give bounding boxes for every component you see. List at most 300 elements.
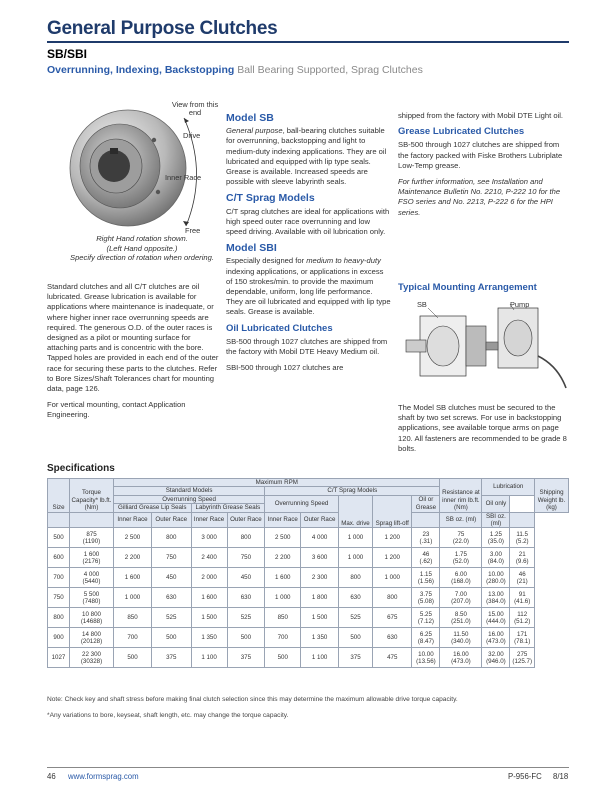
- header-outer-2: Outer Race: [227, 512, 265, 528]
- header-oil-only: Oil only: [482, 495, 510, 512]
- right-column: [398, 111, 570, 224]
- cell-value: 600: [53, 554, 64, 562]
- table-cell: [114, 568, 152, 588]
- cell-value: 32.00: [488, 650, 504, 658]
- cell-metric: (84.0): [487, 557, 504, 565]
- cell-value: 2 200: [124, 554, 141, 562]
- cell-value: 8.50: [454, 610, 467, 618]
- series-heading: SB/SBI: [47, 47, 88, 61]
- oil-text-2: SBI-500 through 1027 clutches are: [226, 363, 344, 373]
- table-cell: [151, 628, 191, 648]
- cell-value: 850: [277, 614, 288, 622]
- table-cell: [265, 568, 301, 588]
- table-cell: [48, 608, 70, 628]
- table-cell: [412, 548, 440, 568]
- table-row: [48, 648, 569, 668]
- table-cell: [114, 608, 152, 628]
- table-cell: [482, 588, 510, 608]
- table-cell: [440, 608, 482, 628]
- pump-label: Pump: [510, 300, 530, 309]
- table-cell: [70, 528, 114, 548]
- cell-value: 1 800: [311, 594, 328, 602]
- cell-metric: (7480): [82, 597, 101, 605]
- table-cell: [482, 528, 510, 548]
- table-row: [48, 548, 569, 568]
- cell-value: 5.25: [419, 610, 432, 618]
- table-cell: [412, 628, 440, 648]
- table-cell: [373, 548, 412, 568]
- table-cell: [70, 548, 114, 568]
- ct-heading: C/T Sprag Models: [226, 192, 315, 205]
- table-cell: [482, 568, 510, 588]
- cell-value: 3.00: [489, 550, 502, 558]
- sb-label: SB: [417, 300, 427, 309]
- table-cell: [151, 648, 191, 668]
- cell-value: 7.00: [454, 590, 467, 598]
- cell-value: 3 600: [311, 554, 328, 562]
- table-cell: [482, 648, 510, 668]
- cell-value: 3 000: [201, 534, 217, 542]
- cell-metric: (35.0): [487, 537, 504, 545]
- table-cell: [482, 548, 510, 568]
- cell-value: 15.00: [488, 610, 504, 618]
- cell-value: 14 800: [82, 630, 101, 638]
- table-cell: [151, 548, 191, 568]
- table-cell: [114, 648, 152, 668]
- cell-value: 1 000: [124, 594, 141, 602]
- specs-title: Specifications: [47, 463, 115, 474]
- left-column: [47, 282, 222, 427]
- table-cell: [301, 588, 339, 608]
- grease-heading: Grease Lubricated Clutches: [398, 126, 525, 138]
- cell-value: 675: [387, 614, 398, 622]
- table-cell: [338, 628, 372, 648]
- table-row: [48, 588, 569, 608]
- cell-metric: (946.0): [486, 657, 506, 665]
- oil-text-1: SB-500 through 1027 clutches are shipped from the factory with Mobil DTE Heavy Medium oil.: [226, 336, 388, 357]
- cell-value: 500: [166, 634, 177, 642]
- cell-value: 1 500: [311, 614, 328, 622]
- cell-value: 3.75: [419, 590, 432, 598]
- table-cell: [227, 528, 265, 548]
- header-sbi: SBI oz. (ml): [482, 512, 510, 528]
- header-overrunning: Overrunning Speed: [114, 495, 265, 503]
- cell-value: 800: [166, 534, 177, 542]
- cell-value: 6.00: [454, 570, 467, 578]
- table-cell: [191, 568, 227, 588]
- cell-metric: (168.0): [451, 577, 471, 585]
- table-cell: [265, 648, 301, 668]
- cell-value: 1 000: [347, 534, 364, 542]
- table-cell: [227, 588, 265, 608]
- cell-value: 1 000: [347, 554, 364, 562]
- table-cell: [510, 628, 535, 648]
- oil-continued: shipped from the factory with Mobil DTE Light oil.: [398, 111, 564, 120]
- cell-value: 1 200: [384, 554, 400, 562]
- header-inner-2: Inner Race: [191, 512, 227, 528]
- cell-value: 2 000: [201, 574, 217, 582]
- table-cell: [373, 628, 412, 648]
- cell-metric: (444.0): [486, 617, 506, 625]
- free-label: Free: [185, 226, 201, 235]
- table-cell: [48, 548, 70, 568]
- table-cell: [338, 528, 372, 548]
- grease-text: SB-500 through 1027 clutches are shipped from the factory packed with Fiske Brothers Lubriplate Low-Temp grease.: [398, 140, 563, 170]
- cell-metric: (.31): [419, 537, 433, 545]
- cell-value: 1.15: [419, 570, 432, 578]
- table-cell: [151, 568, 191, 588]
- cell-value: 4 000: [83, 570, 100, 578]
- tagline-bold: Overrunning, Indexing, Backstopping: [47, 64, 235, 76]
- table-cell: [48, 628, 70, 648]
- header-outer-1: Outer Race: [151, 512, 191, 528]
- cell-metric: (125.7): [512, 657, 533, 665]
- header-torque: Torque Capacity* lb.ft. (Nm): [70, 479, 114, 513]
- mounting-text: The Model SB clutches must be secured to the shaft by two set screws. For use in backstopping applications, see available torque arms on page 120. All fasteners are recommended to be grade 8 bolts.: [398, 403, 567, 453]
- cell-value: 700: [53, 574, 64, 582]
- table-cell: [373, 528, 412, 548]
- table-cell: [191, 588, 227, 608]
- header-standard: Standard Models: [114, 487, 265, 495]
- cell-value: 1 350: [311, 634, 328, 642]
- cell-metric: (280.0): [486, 577, 506, 585]
- table-cell: [301, 648, 339, 668]
- cell-value: 46: [518, 570, 526, 578]
- cell-metric: (8.47): [417, 637, 434, 645]
- figure-caption: Right Hand rotation shown. (Left Hand opposite.) Specify direction of rotation when ordering.: [70, 234, 214, 262]
- table-cell: [227, 648, 265, 668]
- cell-value: 11.50: [453, 630, 469, 638]
- table-cell: [227, 628, 265, 648]
- table-cell: [440, 588, 482, 608]
- table-note-1: Note: Check key and shaft stress before making final clutch selection since this may determine the maximum allowable drive torque capacity.: [47, 696, 458, 703]
- table-cell: [70, 628, 114, 648]
- drive-label: Drive: [183, 131, 201, 140]
- cell-value: 4 000: [311, 534, 328, 542]
- cell-value: 75: [457, 530, 465, 538]
- cell-value: 2 200: [275, 554, 291, 562]
- cell-metric: (20128): [80, 637, 103, 645]
- cell-value: 112: [517, 610, 528, 618]
- table-cell: [191, 608, 227, 628]
- cell-value: 375: [166, 654, 177, 662]
- header-oil-or-grease: Oil or Grease: [412, 495, 440, 512]
- header-max-rpm: Maximum RPM: [114, 479, 440, 487]
- table-row: [48, 608, 569, 628]
- cell-value: 850: [127, 614, 138, 622]
- lubrication-paragraph: Standard clutches and all C/T clutches are oil lubricated. Grease lubrication is available for applications where maintenance is inadequate, or where higher inner race overrunning speeds are required. The generous O.D. of the outer races is designed as a pilot or mounting surface for attaching parts and is concentric with the bore. Tapped holes are provided in each end of the outer race for securing these parts to the clutches. Refer to Bore Sizes/Shaft Tolerances chart for mounting data, page 126.: [47, 282, 219, 394]
- cell-metric: (7.12): [417, 617, 434, 625]
- clutch-photo: [58, 100, 188, 230]
- table-row: [48, 628, 569, 648]
- cell-value: 1.75: [454, 550, 467, 558]
- cell-metric: (13.56): [416, 657, 436, 665]
- header-lubrication: Lubrication: [482, 479, 535, 496]
- document-date: 8/18: [553, 772, 569, 781]
- model-sbi-text: Especially designed for medium to heavy-duty indexing applications, or applications in excess of 150 strokes/min. to provide the maximum dependable, uniform, long life performance. They are oil lubricated and equipped with lip type seals. Grease is available.: [226, 256, 391, 317]
- tagline: [47, 64, 423, 76]
- table-cell: [191, 548, 227, 568]
- cell-value: 22 300: [82, 650, 101, 658]
- cell-value: 2 500: [275, 534, 291, 542]
- table-cell: [412, 648, 440, 668]
- table-cell: [373, 648, 412, 668]
- table-cell: [265, 628, 301, 648]
- cell-metric: (.62): [419, 557, 433, 565]
- cell-value: 500: [350, 634, 361, 642]
- cell-value: 2 500: [124, 534, 141, 542]
- cell-metric: (207.0): [451, 597, 471, 605]
- header-outer-3: Outer Race: [301, 512, 339, 528]
- middle-column: [226, 109, 391, 379]
- table-cell: [151, 528, 191, 548]
- cell-value: 275: [517, 650, 528, 658]
- cell-metric: (52.0): [452, 557, 469, 565]
- cell-value: 525: [166, 614, 177, 622]
- vertical-mount-paragraph: For vertical mounting, contact Application Engineering.: [47, 400, 186, 420]
- header-resistance: Resistance at inner rim lb.ft. (Nm): [440, 479, 482, 513]
- table-cell: [373, 568, 412, 588]
- header-overrunning-speed: Overrunning Speed: [265, 495, 339, 512]
- cell-value: 375: [350, 654, 361, 662]
- cell-value: 500: [53, 534, 64, 542]
- cell-value: 46: [422, 550, 430, 558]
- footer-rule: [47, 767, 569, 768]
- model-sb-heading: Model SB: [226, 112, 274, 124]
- cell-value: 91: [518, 590, 526, 598]
- cell-value: 1 600: [275, 574, 291, 582]
- table-cell: [301, 628, 339, 648]
- cell-value: 630: [166, 594, 177, 602]
- table-row: [48, 528, 569, 548]
- cell-value: 630: [350, 594, 361, 602]
- cell-value: 525: [350, 614, 361, 622]
- inner-race-label: Inner Race: [165, 173, 202, 182]
- cell-value: 800: [240, 534, 252, 542]
- table-cell: [301, 528, 339, 548]
- page-number: 46: [47, 772, 56, 781]
- table-cell: [227, 608, 265, 628]
- table-cell: [338, 548, 372, 568]
- cell-value: 10.00: [418, 650, 434, 658]
- cell-value: 6.25: [419, 630, 432, 638]
- table-cell: [412, 568, 440, 588]
- cell-value: 375: [240, 654, 252, 662]
- mounting-heading: Typical Mounting Arrangement: [398, 282, 537, 293]
- table-cell: [482, 608, 510, 628]
- cell-value: 700: [127, 634, 138, 642]
- header-inner-3: Inner Race: [265, 512, 301, 528]
- cell-value: 2 400: [201, 554, 217, 562]
- table-cell: [265, 548, 301, 568]
- cell-metric: (41.6): [514, 597, 531, 605]
- cell-value: 10.00: [488, 570, 504, 578]
- specifications-body: [48, 528, 569, 668]
- cell-value: 500: [127, 654, 138, 662]
- cell-value: 1 500: [201, 614, 217, 622]
- table-cell: [191, 648, 227, 668]
- table-cell: [510, 568, 535, 588]
- cell-value: 21: [518, 550, 526, 558]
- header-sb: SB oz. (ml): [440, 512, 482, 528]
- table-cell: [70, 648, 114, 668]
- table-cell: [440, 648, 482, 668]
- cell-value: 800: [350, 574, 361, 582]
- table-cell: [70, 568, 114, 588]
- header-ct: C/T Sprag Models: [265, 487, 440, 495]
- cell-value: 1 100: [201, 654, 217, 662]
- cell-metric: (51.2): [514, 617, 531, 625]
- table-cell: [48, 648, 70, 668]
- table-cell: [412, 528, 440, 548]
- table-cell: [114, 548, 152, 568]
- cell-metric: (5440): [82, 577, 101, 585]
- cell-metric: (2176): [82, 557, 101, 565]
- cell-value: 800: [387, 594, 398, 602]
- table-cell: [440, 568, 482, 588]
- table-cell: [48, 528, 70, 548]
- table-cell: [48, 568, 70, 588]
- cell-value: 2 300: [311, 574, 328, 582]
- model-sb-text: General purpose, ball-bearing clutches suitable for overrunning, backstopping and light to medium-duty indexing applications. They are oil lubricated and equipped with lip type seals. Grease is available. Increased speeds are possible with sleeve labyrinth seals.: [226, 126, 387, 187]
- header-gilliard: Gilliard Grease Lip Seals: [114, 504, 192, 512]
- cell-metric: (251.0): [451, 617, 471, 625]
- cell-value: 1 000: [384, 574, 400, 582]
- table-cell: [114, 628, 152, 648]
- cell-metric: (473.0): [486, 637, 506, 645]
- header-sprag-liftoff: Sprag lift-off: [373, 495, 412, 528]
- table-cell: [440, 628, 482, 648]
- cell-value: 5 500: [83, 590, 100, 598]
- header-labyrinth: Labyrinth Grease Seals: [191, 504, 265, 512]
- cell-value: 1 600: [83, 550, 100, 558]
- cell-value: 171: [517, 630, 528, 638]
- cell-value: 11.5: [516, 530, 528, 538]
- cell-value: 700: [277, 634, 288, 642]
- cell-value: 1 100: [311, 654, 328, 662]
- table-cell: [338, 568, 372, 588]
- table-cell: [412, 588, 440, 608]
- specifications-table: [47, 478, 569, 668]
- cell-value: 23: [422, 530, 430, 538]
- table-cell: [265, 588, 301, 608]
- cell-value: 1027: [51, 654, 66, 662]
- cell-value: 900: [53, 634, 64, 642]
- table-cell: [191, 628, 227, 648]
- table-cell: [510, 648, 535, 668]
- table-cell: [373, 608, 412, 628]
- table-cell: [227, 548, 265, 568]
- mounting-diagram: [398, 296, 570, 396]
- table-cell: [151, 608, 191, 628]
- cell-value: 500: [277, 654, 288, 662]
- cell-metric: (14688): [80, 617, 103, 625]
- table-note-2: *Any variations to bore, keyseat, shaft length, etc. may change the torque capacity.: [47, 712, 289, 719]
- tagline-normal: Ball Bearing Supported, Sprag Clutches: [237, 64, 423, 76]
- table-cell: [70, 608, 114, 628]
- cell-metric: (22.0): [452, 537, 469, 545]
- header-inner-1: Inner Race: [114, 512, 152, 528]
- table-cell: [70, 588, 114, 608]
- cell-value: 1 350: [201, 634, 217, 642]
- table-cell: [510, 608, 535, 628]
- table-cell: [373, 588, 412, 608]
- cell-metric: (9.6): [515, 557, 529, 565]
- table-cell: [338, 648, 372, 668]
- table-cell: [440, 548, 482, 568]
- table-row: [48, 568, 569, 588]
- cell-value: 450: [240, 574, 252, 582]
- oil-heading: Oil Lubricated Clutches: [226, 322, 333, 334]
- cell-value: 1 200: [384, 534, 400, 542]
- table-cell: [510, 528, 535, 548]
- cell-value: 1 600: [201, 594, 217, 602]
- cell-metric: (5.08): [417, 597, 434, 605]
- table-cell: [338, 588, 372, 608]
- cell-value: 630: [240, 594, 252, 602]
- cell-value: 500: [240, 634, 252, 642]
- cell-value: 750: [166, 554, 177, 562]
- document-code: P-956-FC: [508, 772, 542, 781]
- header-size: Size: [48, 479, 70, 513]
- page-title: General Purpose Clutches: [47, 18, 278, 39]
- ct-text: C/T sprag clutches are ideal for applications with high speed outer race overrunning and low speed driving. Available with oil lubrication only.: [226, 206, 390, 237]
- cell-value: 13.00: [488, 590, 504, 598]
- cell-value: 750: [53, 594, 64, 602]
- cell-value: 16.00: [488, 630, 504, 638]
- cell-value: 750: [240, 554, 252, 562]
- table-cell: [510, 548, 535, 568]
- table-cell: [227, 568, 265, 588]
- table-cell: [510, 588, 535, 608]
- table-cell: [48, 588, 70, 608]
- header-max-drive: Max. drive: [338, 495, 372, 528]
- table-cell: [265, 528, 301, 548]
- rotation-arrow: [180, 112, 210, 232]
- header-weight: Shipping Weight lb. (kg): [535, 479, 569, 513]
- table-cell: [114, 588, 152, 608]
- table-cell: [301, 568, 339, 588]
- view-label: View from this end: [171, 100, 219, 117]
- cell-value: 1 000: [275, 594, 291, 602]
- cell-metric: (5.2): [515, 537, 529, 545]
- table-cell: [191, 528, 227, 548]
- table-cell: [265, 608, 301, 628]
- table-cell: [412, 608, 440, 628]
- cell-value: 800: [53, 614, 64, 622]
- table-cell: [338, 608, 372, 628]
- cell-metric: (1190): [82, 537, 101, 545]
- cell-metric: (340.0): [451, 637, 471, 645]
- table-cell: [301, 548, 339, 568]
- further-info: For further information, see Installation and Maintenance Bulletin No. 2210, P-222 10 for the FSO series and No. 2213, P-222 6 for the HPI series.: [398, 177, 561, 217]
- model-sbi-heading: Model SBI: [226, 242, 277, 255]
- cell-value: 630: [387, 634, 398, 642]
- table-cell: [114, 528, 152, 548]
- cell-value: 16.00: [453, 650, 469, 658]
- cell-metric: (473.0): [451, 657, 471, 665]
- cell-value: 10 800: [82, 610, 101, 618]
- website-link[interactable]: www.formsprag.com: [68, 772, 139, 781]
- table-cell: [301, 608, 339, 628]
- cell-value: 475: [387, 654, 398, 662]
- cell-value: 1 600: [124, 574, 141, 582]
- table-cell: [440, 528, 482, 548]
- cell-metric: (78.1): [514, 637, 531, 645]
- table-cell: [151, 588, 191, 608]
- cell-value: 450: [166, 574, 177, 582]
- cell-metric: (21): [516, 577, 528, 585]
